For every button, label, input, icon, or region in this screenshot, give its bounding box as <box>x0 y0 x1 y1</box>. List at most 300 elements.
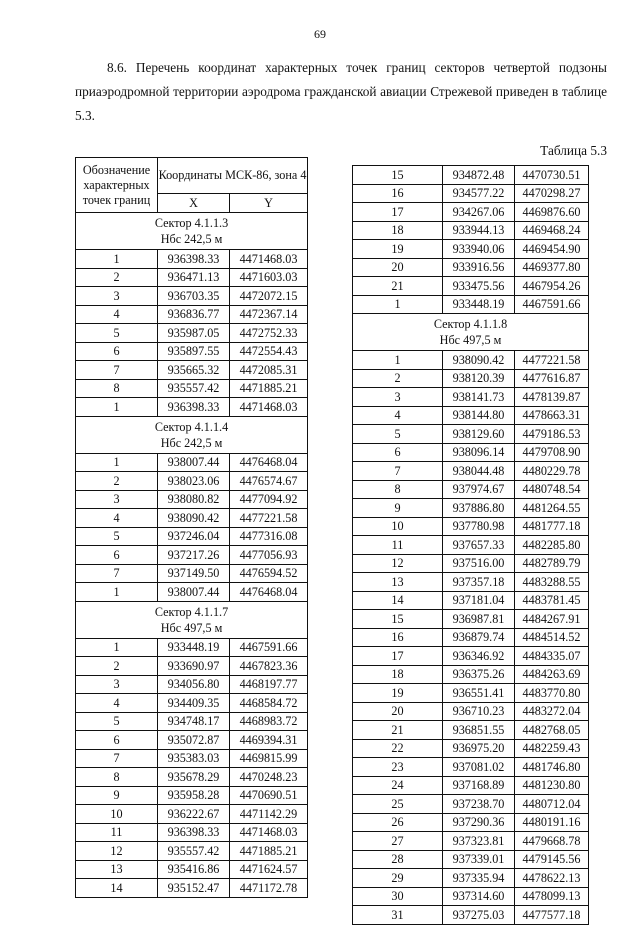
y-coordinate-cell: 4478099.13 <box>515 887 589 906</box>
table-row <box>76 287 308 306</box>
sector-height: Нбс 242,5 м <box>160 435 223 450</box>
y-coordinate-cell: 4467954.26 <box>515 277 589 296</box>
point-number-cell: 7 <box>76 361 158 380</box>
y-coordinate-cell: 4467591.66 <box>230 638 308 657</box>
y-coordinate-cell: 4482285.80 <box>515 536 589 555</box>
y-coordinate-cell: 4468197.77 <box>230 675 308 694</box>
point-number-cell: 20 <box>353 258 443 277</box>
sector-height: Нбс 497,5 м <box>160 620 223 635</box>
y-coordinate-cell: 4478622.13 <box>515 869 589 888</box>
x-coordinate-cell: 937217.26 <box>158 546 230 565</box>
y-coordinate-cell: 4483781.45 <box>515 591 589 610</box>
point-number-cell: 5 <box>76 324 158 343</box>
point-number-cell: 4 <box>76 509 158 528</box>
point-number-cell: 18 <box>353 665 443 684</box>
x-coordinate-cell: 937238.70 <box>443 795 515 814</box>
x-coordinate-cell: 934056.80 <box>158 675 230 694</box>
point-number-cell: 2 <box>353 369 443 388</box>
x-coordinate-cell: 937081.02 <box>443 758 515 777</box>
point-number-cell: 2 <box>76 472 158 491</box>
x-coordinate-cell: 938096.14 <box>443 443 515 462</box>
sector-title: Сектор 4.1.1.8 <box>433 317 508 331</box>
y-coordinate-cell: 4481746.80 <box>515 758 589 777</box>
y-coordinate-cell: 4472752.33 <box>230 324 308 343</box>
point-number-cell: 27 <box>353 832 443 851</box>
table-row <box>353 406 589 425</box>
point-number-cell: 26 <box>353 813 443 832</box>
table-row <box>353 258 589 277</box>
x-coordinate-cell: 936398.33 <box>158 398 230 417</box>
header-x: X <box>158 193 230 212</box>
y-coordinate-cell: 4472085.31 <box>230 361 308 380</box>
table-row <box>76 490 308 509</box>
table-row <box>76 379 308 398</box>
point-number-cell: 11 <box>76 823 158 842</box>
intro-paragraph-text: 8.6. Перечень координат характерных точек границ секторов четвертой подзоны приаэродромной территории аэродрома гражданской авиации Стрежевой приведен в таблице 5.3. <box>75 60 607 123</box>
point-number-cell: 9 <box>76 786 158 805</box>
x-coordinate-cell: 938007.44 <box>158 453 230 472</box>
y-coordinate-cell: 4472554.43 <box>230 342 308 361</box>
sector-title: Сектор 4.1.1.3 <box>154 216 229 230</box>
y-coordinate-cell: 4470298.27 <box>515 184 589 203</box>
x-coordinate-cell: 937168.89 <box>443 776 515 795</box>
y-coordinate-cell: 4477094.92 <box>230 490 308 509</box>
y-coordinate-cell: 4469876.60 <box>515 203 589 222</box>
x-coordinate-cell: 934748.17 <box>158 712 230 731</box>
intro-paragraph <box>75 56 607 128</box>
y-coordinate-cell: 4484263.69 <box>515 665 589 684</box>
x-coordinate-cell: 936987.81 <box>443 610 515 629</box>
point-number-cell: 7 <box>353 462 443 481</box>
table-row <box>76 342 308 361</box>
y-coordinate-cell: 4468584.72 <box>230 694 308 713</box>
table-row <box>76 805 308 824</box>
y-coordinate-cell: 4469468.24 <box>515 221 589 240</box>
point-number-cell: 4 <box>76 694 158 713</box>
x-coordinate-cell: 933940.06 <box>443 240 515 259</box>
x-coordinate-cell: 937357.18 <box>443 573 515 592</box>
sector-heading-row <box>76 601 308 638</box>
point-number-cell: 24 <box>353 776 443 795</box>
point-number-cell: 7 <box>76 749 158 768</box>
y-coordinate-cell: 4478139.87 <box>515 388 589 407</box>
table-row <box>353 887 589 906</box>
point-number-cell: 13 <box>353 573 443 592</box>
x-coordinate-cell: 936398.33 <box>158 250 230 269</box>
point-number-cell: 29 <box>353 869 443 888</box>
x-coordinate-cell: 936346.92 <box>443 647 515 666</box>
y-coordinate-cell: 4471885.21 <box>230 379 308 398</box>
table-row <box>76 860 308 879</box>
x-coordinate-cell: 938023.06 <box>158 472 230 491</box>
table-row <box>353 869 589 888</box>
point-number-cell: 8 <box>76 379 158 398</box>
y-coordinate-cell: 4480191.16 <box>515 813 589 832</box>
table-row <box>353 203 589 222</box>
header-point-designation: Обозначение характерных точек границ <box>76 158 158 213</box>
y-coordinate-cell: 4482789.79 <box>515 554 589 573</box>
table-row <box>76 823 308 842</box>
table-row <box>353 850 589 869</box>
y-coordinate-cell: 4481230.80 <box>515 776 589 795</box>
point-number-cell: 15 <box>353 610 443 629</box>
table-row <box>76 472 308 491</box>
y-coordinate-cell: 4477316.08 <box>230 527 308 546</box>
point-number-cell: 5 <box>353 425 443 444</box>
table-row <box>76 675 308 694</box>
y-coordinate-cell: 4477616.87 <box>515 369 589 388</box>
y-coordinate-cell: 4482768.05 <box>515 721 589 740</box>
table-row <box>76 694 308 713</box>
x-coordinate-cell: 936375.26 <box>443 665 515 684</box>
y-coordinate-cell: 4480712.04 <box>515 795 589 814</box>
x-coordinate-cell: 937339.01 <box>443 850 515 869</box>
y-coordinate-cell: 4472367.14 <box>230 305 308 324</box>
point-number-cell: 8 <box>76 768 158 787</box>
table-row <box>353 813 589 832</box>
x-coordinate-cell: 933944.13 <box>443 221 515 240</box>
point-number-cell: 5 <box>76 527 158 546</box>
y-coordinate-cell: 4469394.31 <box>230 731 308 750</box>
table-row <box>353 166 589 185</box>
coordinates-table-right <box>352 165 589 925</box>
point-number-cell: 31 <box>353 906 443 925</box>
x-coordinate-cell: 936851.55 <box>443 721 515 740</box>
header-y: Y <box>230 193 308 212</box>
point-number-cell: 21 <box>353 721 443 740</box>
table-row <box>76 361 308 380</box>
x-coordinate-cell: 937290.36 <box>443 813 515 832</box>
point-number-cell: 6 <box>76 546 158 565</box>
sector-heading-row <box>76 416 308 453</box>
point-number-cell: 16 <box>353 628 443 647</box>
y-coordinate-cell: 4483770.80 <box>515 684 589 703</box>
table-row <box>353 425 589 444</box>
point-number-cell: 3 <box>76 490 158 509</box>
table-row <box>76 250 308 269</box>
x-coordinate-cell: 936471.13 <box>158 268 230 287</box>
point-number-cell: 11 <box>353 536 443 555</box>
point-number-cell: 6 <box>76 342 158 361</box>
x-coordinate-cell: 937657.33 <box>443 536 515 555</box>
sector-title: Сектор 4.1.1.4 <box>154 419 229 434</box>
point-number-cell: 1 <box>76 638 158 657</box>
x-coordinate-cell: 938090.42 <box>443 351 515 370</box>
point-number-cell: 14 <box>353 591 443 610</box>
table-row <box>353 647 589 666</box>
table-label: Таблица 5.3 <box>540 143 607 158</box>
table-row <box>353 628 589 647</box>
table-row <box>353 295 589 314</box>
point-number-cell: 17 <box>353 203 443 222</box>
y-coordinate-cell: 4483272.04 <box>515 702 589 721</box>
point-number-cell: 20 <box>353 702 443 721</box>
table-row <box>76 324 308 343</box>
point-number-cell: 4 <box>353 406 443 425</box>
table-row <box>353 832 589 851</box>
x-coordinate-cell: 935152.47 <box>158 879 230 898</box>
table-row <box>76 453 308 472</box>
y-coordinate-cell: 4469815.99 <box>230 749 308 768</box>
y-coordinate-cell: 4484514.52 <box>515 628 589 647</box>
y-coordinate-cell: 4471624.57 <box>230 860 308 879</box>
left-table-body <box>76 213 308 898</box>
table-row <box>76 527 308 546</box>
point-number-cell: 6 <box>353 443 443 462</box>
table-row <box>353 388 589 407</box>
x-coordinate-cell: 938141.73 <box>443 388 515 407</box>
point-number-cell: 23 <box>353 758 443 777</box>
x-coordinate-cell: 936222.67 <box>158 805 230 824</box>
table-row <box>353 573 589 592</box>
x-coordinate-cell: 937149.50 <box>158 564 230 583</box>
point-number-cell: 3 <box>76 675 158 694</box>
y-coordinate-cell: 4471468.03 <box>230 398 308 417</box>
point-number-cell: 16 <box>353 184 443 203</box>
x-coordinate-cell: 936703.35 <box>158 287 230 306</box>
x-coordinate-cell: 936710.23 <box>443 702 515 721</box>
table-row <box>76 546 308 565</box>
y-coordinate-cell: 4470730.51 <box>515 166 589 185</box>
table-row <box>353 369 589 388</box>
x-coordinate-cell: 935383.03 <box>158 749 230 768</box>
y-coordinate-cell: 4476594.52 <box>230 564 308 583</box>
x-coordinate-cell: 938120.39 <box>443 369 515 388</box>
table-row <box>353 351 589 370</box>
x-coordinate-cell: 936551.41 <box>443 684 515 703</box>
table-row <box>353 610 589 629</box>
sector-heading <box>76 213 308 250</box>
x-coordinate-cell: 938129.60 <box>443 425 515 444</box>
point-number-cell: 5 <box>76 712 158 731</box>
sector-heading-row <box>76 213 308 250</box>
table-row <box>353 721 589 740</box>
table-row <box>353 499 589 518</box>
x-coordinate-cell: 937181.04 <box>443 591 515 610</box>
table-row <box>353 536 589 555</box>
x-coordinate-cell: 936879.74 <box>443 628 515 647</box>
y-coordinate-cell: 4483288.55 <box>515 573 589 592</box>
y-coordinate-cell: 4478663.31 <box>515 406 589 425</box>
table-row <box>353 240 589 259</box>
x-coordinate-cell: 937780.98 <box>443 517 515 536</box>
table-row <box>76 509 308 528</box>
x-coordinate-cell: 935678.29 <box>158 768 230 787</box>
table-row <box>353 906 589 925</box>
x-coordinate-cell: 936975.20 <box>443 739 515 758</box>
x-coordinate-cell: 934577.22 <box>443 184 515 203</box>
point-number-cell: 3 <box>76 287 158 306</box>
x-coordinate-cell: 938090.42 <box>158 509 230 528</box>
y-coordinate-cell: 4484267.91 <box>515 610 589 629</box>
y-coordinate-cell: 4469377.80 <box>515 258 589 277</box>
point-number-cell: 1 <box>353 295 443 314</box>
y-coordinate-cell: 4471142.29 <box>230 805 308 824</box>
x-coordinate-cell: 936398.33 <box>158 823 230 842</box>
x-coordinate-cell: 935665.32 <box>158 361 230 380</box>
table-row <box>76 786 308 805</box>
point-number-cell: 15 <box>353 166 443 185</box>
page-number: 69 <box>314 27 326 41</box>
point-number-cell: 25 <box>353 795 443 814</box>
x-coordinate-cell: 938044.48 <box>443 462 515 481</box>
point-number-cell: 1 <box>76 398 158 417</box>
y-coordinate-cell: 4482259.43 <box>515 739 589 758</box>
x-coordinate-cell: 937246.04 <box>158 527 230 546</box>
point-number-cell: 14 <box>76 879 158 898</box>
y-coordinate-cell: 4477221.58 <box>515 351 589 370</box>
y-coordinate-cell: 4467591.66 <box>515 295 589 314</box>
point-number-cell: 2 <box>76 268 158 287</box>
table-row <box>353 221 589 240</box>
point-number-cell: 22 <box>353 739 443 758</box>
y-coordinate-cell: 4479145.56 <box>515 850 589 869</box>
y-coordinate-cell: 4469454.90 <box>515 240 589 259</box>
sector-title: Сектор 4.1.1.7 <box>154 604 229 619</box>
y-coordinate-cell: 4477221.58 <box>230 509 308 528</box>
point-number-cell: 12 <box>76 842 158 861</box>
y-coordinate-cell: 4472072.15 <box>230 287 308 306</box>
point-number-cell: 1 <box>353 351 443 370</box>
table-row <box>353 277 589 296</box>
table-row <box>76 731 308 750</box>
point-number-cell: 13 <box>76 860 158 879</box>
x-coordinate-cell: 934409.35 <box>158 694 230 713</box>
y-coordinate-cell: 4467823.36 <box>230 657 308 676</box>
table-row <box>76 398 308 417</box>
table-row <box>353 702 589 721</box>
x-coordinate-cell: 933916.56 <box>443 258 515 277</box>
y-coordinate-cell: 4480229.78 <box>515 462 589 481</box>
x-coordinate-cell: 938144.80 <box>443 406 515 425</box>
x-coordinate-cell: 937314.60 <box>443 887 515 906</box>
x-coordinate-cell: 935897.55 <box>158 342 230 361</box>
point-number-cell: 9 <box>353 499 443 518</box>
table-row <box>76 268 308 287</box>
table-row <box>353 591 589 610</box>
x-coordinate-cell: 935987.05 <box>158 324 230 343</box>
point-number-cell: 8 <box>353 480 443 499</box>
x-coordinate-cell: 935416.86 <box>158 860 230 879</box>
table-row <box>353 462 589 481</box>
x-coordinate-cell: 937335.94 <box>443 869 515 888</box>
table-row <box>353 758 589 777</box>
point-number-cell: 10 <box>353 517 443 536</box>
sector-height: Нбс 242,5 м <box>160 232 223 246</box>
x-coordinate-cell: 937886.80 <box>443 499 515 518</box>
point-number-cell: 30 <box>353 887 443 906</box>
x-coordinate-cell: 936836.77 <box>158 305 230 324</box>
sector-heading <box>353 314 589 351</box>
point-number-cell: 4 <box>76 305 158 324</box>
point-number-cell: 6 <box>76 731 158 750</box>
table-row <box>353 739 589 758</box>
point-number-cell: 10 <box>76 805 158 824</box>
y-coordinate-cell: 4471468.03 <box>230 823 308 842</box>
y-coordinate-cell: 4471603.03 <box>230 268 308 287</box>
table-row <box>76 879 308 898</box>
point-number-cell: 7 <box>76 564 158 583</box>
x-coordinate-cell: 933475.56 <box>443 277 515 296</box>
point-number-cell: 1 <box>76 250 158 269</box>
table-row <box>353 665 589 684</box>
point-number-cell: 1 <box>76 453 158 472</box>
x-coordinate-cell: 938007.44 <box>158 583 230 602</box>
table-row <box>76 583 308 602</box>
point-number-cell: 21 <box>353 277 443 296</box>
y-coordinate-cell: 4479708.90 <box>515 443 589 462</box>
y-coordinate-cell: 4481264.55 <box>515 499 589 518</box>
x-coordinate-cell: 935072.87 <box>158 731 230 750</box>
x-coordinate-cell: 934872.48 <box>443 166 515 185</box>
point-number-cell: 19 <box>353 684 443 703</box>
x-coordinate-cell: 934267.06 <box>443 203 515 222</box>
point-number-cell: 28 <box>353 850 443 869</box>
y-coordinate-cell: 4471172.78 <box>230 879 308 898</box>
table-row <box>353 795 589 814</box>
x-coordinate-cell: 935557.42 <box>158 379 230 398</box>
sector-heading-row <box>353 314 589 351</box>
right-table-body <box>353 166 589 925</box>
y-coordinate-cell: 4477577.18 <box>515 906 589 925</box>
y-coordinate-cell: 4479668.78 <box>515 832 589 851</box>
header-coordinates-title: Координаты МСК-86, зона 4 <box>158 158 308 194</box>
x-coordinate-cell: 933448.19 <box>158 638 230 657</box>
y-coordinate-cell: 4471468.03 <box>230 250 308 269</box>
table-row <box>353 776 589 795</box>
point-number-cell: 17 <box>353 647 443 666</box>
y-coordinate-cell: 4476468.04 <box>230 453 308 472</box>
x-coordinate-cell: 933448.19 <box>443 295 515 314</box>
y-coordinate-cell: 4470690.51 <box>230 786 308 805</box>
sector-height: Нбс 497,5 м <box>439 333 502 347</box>
table-row <box>76 638 308 657</box>
coordinates-table-left <box>75 157 308 898</box>
x-coordinate-cell: 937275.03 <box>443 906 515 925</box>
table-row <box>76 564 308 583</box>
sector-heading <box>76 601 308 638</box>
table-row <box>353 554 589 573</box>
y-coordinate-cell: 4471885.21 <box>230 842 308 861</box>
y-coordinate-cell: 4479186.53 <box>515 425 589 444</box>
y-coordinate-cell: 4470248.23 <box>230 768 308 787</box>
table-row <box>76 842 308 861</box>
x-coordinate-cell: 938080.82 <box>158 490 230 509</box>
table-row <box>76 768 308 787</box>
table-row <box>353 184 589 203</box>
point-number-cell: 1 <box>76 583 158 602</box>
y-coordinate-cell: 4484335.07 <box>515 647 589 666</box>
point-number-cell: 19 <box>353 240 443 259</box>
x-coordinate-cell: 935958.28 <box>158 786 230 805</box>
table-row <box>353 480 589 499</box>
y-coordinate-cell: 4468983.72 <box>230 712 308 731</box>
y-coordinate-cell: 4480748.54 <box>515 480 589 499</box>
table-row <box>353 517 589 536</box>
x-coordinate-cell: 935557.42 <box>158 842 230 861</box>
x-coordinate-cell: 937323.81 <box>443 832 515 851</box>
point-number-cell: 3 <box>353 388 443 407</box>
point-number-cell: 18 <box>353 221 443 240</box>
point-number-cell: 2 <box>76 657 158 676</box>
table-row <box>76 305 308 324</box>
table-row <box>353 443 589 462</box>
x-coordinate-cell: 937516.00 <box>443 554 515 573</box>
table-header-row <box>76 158 308 194</box>
table-row <box>353 684 589 703</box>
x-coordinate-cell: 937974.67 <box>443 480 515 499</box>
sector-heading <box>76 416 308 453</box>
